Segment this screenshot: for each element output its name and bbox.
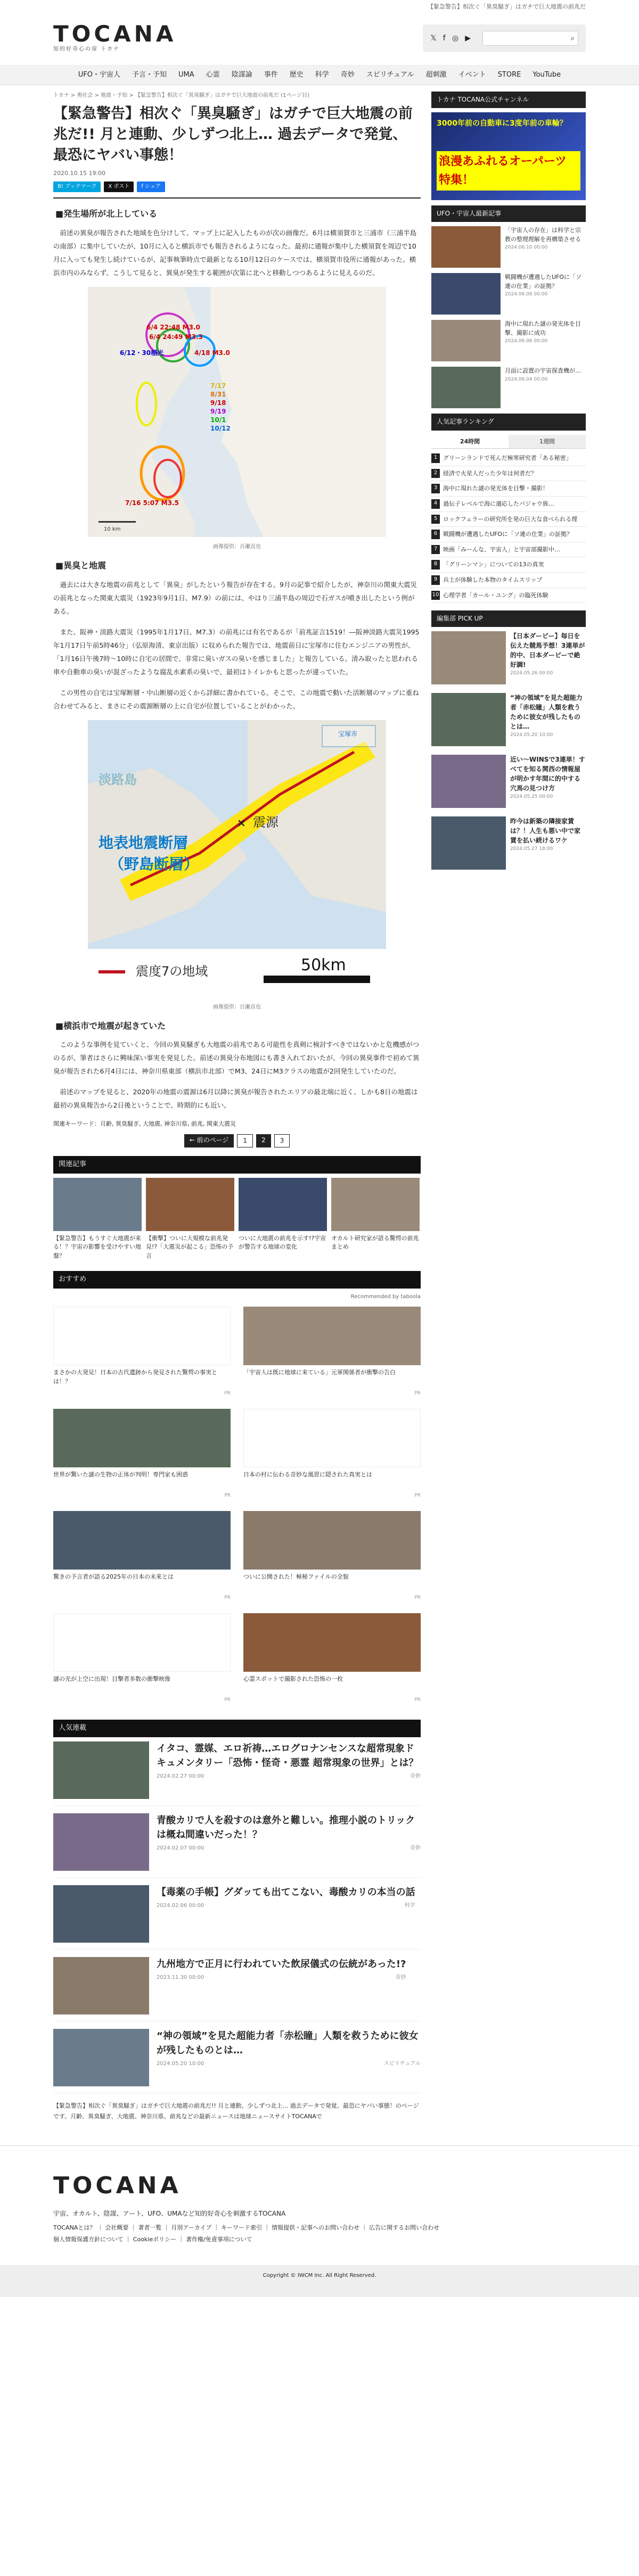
popular-item[interactable] <box>53 1741 421 1806</box>
recommend-grid <box>53 1307 421 1704</box>
nav-item[interactable]: スピリチュアル <box>366 70 414 79</box>
recommend-title: 日本の村に伝わる奇妙な風習に隠された真実とは <box>243 1471 372 1479</box>
nav-item[interactable]: 超刺激 <box>425 70 447 79</box>
article-title: 【緊急警告】相次ぐ「異臭騒ぎ」はガチで巨大地震の前兆だ!! 月と連動、少しずつ北上… 過去データで発覚、最恐にヤバい事態！ <box>53 105 413 164</box>
instagram-icon[interactable]: ◎ <box>452 34 459 43</box>
popular-category: 科学 <box>404 1903 415 1909</box>
site-header <box>53 12 586 65</box>
site-logo[interactable] <box>53 23 176 54</box>
related-item[interactable] <box>53 1178 142 1261</box>
ufo-date: 2024.06.08 00:00 <box>505 292 548 298</box>
popular-category: 奇妙 <box>395 1975 406 1981</box>
map-label: 4/18 M3.0 <box>194 349 230 357</box>
site-footer <box>0 2145 639 2298</box>
footer-logo[interactable]: TOCANA <box>53 2172 182 2199</box>
recommend-thumb <box>243 1613 421 1672</box>
related-thumb <box>53 1178 142 1231</box>
share-buttons <box>53 181 421 192</box>
related-list <box>53 1178 421 1261</box>
pickup-item[interactable] <box>431 816 586 870</box>
popular-meta <box>157 1772 421 1781</box>
odor-map-figure <box>88 287 386 541</box>
popular-thumb <box>53 1957 149 2014</box>
recommend-item[interactable] <box>243 1307 421 1397</box>
related-thumb <box>331 1178 420 1231</box>
legend-label: 震度7の地域 <box>136 964 208 979</box>
nav-item[interactable]: 歴史 <box>289 70 304 79</box>
ufo-thumb <box>431 226 501 268</box>
page-1-button[interactable]: 1 <box>237 1134 253 1147</box>
header-tools <box>423 24 586 52</box>
recommended-by: Recommended by taboola <box>350 1294 421 1300</box>
related-title: 【衝撃】ついに大規模な前兆発見!?「大震災が起こる」恐怖の予言 <box>146 1234 234 1259</box>
map-label: 6/4 22:48 M3.0 <box>146 323 200 331</box>
ranking-number: 2 <box>431 469 440 478</box>
map-label: 7/17 <box>210 382 226 390</box>
map-label: 6/4 24:49 M3.3 <box>149 333 203 341</box>
recommend-item[interactable] <box>53 1511 231 1601</box>
ufo-date: 2024.06.04 00:00 <box>505 376 548 382</box>
recommend-title: 世界が驚いた謎の生物の正体が判明！専門家も困惑 <box>53 1471 188 1479</box>
ranking-number: 6 <box>431 530 440 539</box>
copyright: Copyright © IWCM Inc. All Right Reserved. <box>0 2265 639 2297</box>
popular-heading: 人気連載 <box>53 1720 421 1737</box>
nav-item[interactable]: 奇妙 <box>340 70 355 79</box>
paragraph-6: 前述のマップを見ると、2020年の地震の震源は6月以降に異臭が報告されたエリアの最北端に近く、しかも8日の地震は最初の異臭報告から2日後ということで、時期的にも近い。 <box>53 1088 418 1110</box>
popular-category: 奇妙 <box>410 1845 421 1852</box>
section-heading-1: ■ 発生場所が北上している <box>53 207 421 221</box>
popular-item[interactable] <box>53 1957 421 2021</box>
ranking-title: 兵士が体験した本物のタイムスリップ <box>443 576 543 583</box>
ranking-item[interactable] <box>431 451 586 466</box>
pr-label: PR <box>414 1390 421 1396</box>
popular-meta <box>157 1902 415 1910</box>
pickup-title: “神の領域”を見た超能力者「赤松瞳」人類を救うために彼女が残したものとは… <box>510 694 583 731</box>
article-footnote: 【緊急警告】相次ぐ「異臭騒ぎ」はガチで巨大地震の前兆だ!! 月と連動、少しずつ北上… 過去データで発覚、最恐にヤバい事態！のページです。月齢、異臭騒ぎ、大地震、神奈川県、前兆などの最新ニュースは地球ニュースサイトTOCANAで <box>53 2102 419 2120</box>
pickup-thumb <box>431 631 506 684</box>
recommend-heading: おすすめ <box>53 1271 421 1289</box>
recommend-thumb <box>53 1409 231 1467</box>
nav-item[interactable]: STORE <box>497 70 521 79</box>
nav-item[interactable]: 陰謀論 <box>231 70 252 79</box>
pickup-thumb <box>431 755 506 808</box>
pickup-thumb <box>431 693 506 746</box>
popular-thumb <box>53 1885 149 1943</box>
pickup-date: 2024.05.26 00:00 <box>510 671 553 676</box>
related-title: 【緊急警告】もうすぐ大地震が来る！？宇宙の影響を受けやすい地盤？ <box>53 1234 141 1259</box>
channel-banner[interactable] <box>431 112 586 200</box>
ufo-news-item[interactable] <box>431 367 586 408</box>
map-label: 10/1 <box>210 416 226 424</box>
ranking-number: 10 <box>431 591 440 600</box>
pr-label: PR <box>414 1595 421 1600</box>
recommend-title: 驚きの予言者が語る2025年の日本の未来とは <box>53 1573 174 1581</box>
pr-label: PR <box>224 1390 231 1396</box>
search-icon[interactable]: ⌕ <box>570 35 575 43</box>
map-label: 8/31 <box>210 390 226 398</box>
recommend-item[interactable] <box>53 1307 231 1397</box>
banner-text: 3000年前の自動車に3度年前の車輪？ <box>437 119 567 128</box>
popular-list <box>53 1741 421 2093</box>
map-label: 9/18 <box>210 399 226 407</box>
popular-title: 九州地方で正月に行われていた飲尿儀式の伝統があった!? <box>157 1959 406 1970</box>
pickup-title: 近い〜WINSで3連単！すべてを知る関西の情報屋が明かす年間に的中する穴馬の見つけ方 <box>510 756 585 792</box>
epicenter-mark: × <box>237 816 246 829</box>
channel-heading: トカナ TOCANA公式チャンネル <box>431 92 586 108</box>
ranking-title: 「グリーンマン」についての13の真実 <box>443 561 544 568</box>
logo-tagline: 知的好奇心の扉 トカナ <box>53 46 120 52</box>
ranking-item[interactable] <box>431 573 586 588</box>
recommend-thumb <box>53 1511 231 1570</box>
related-item[interactable] <box>331 1178 420 1261</box>
pagination <box>53 1134 421 1147</box>
popular-title: “神の領域”を見た超能力者「赤松瞳」人類を救うために彼女が残したものとは… <box>157 2030 419 2057</box>
paragraph-1: 前述の異臭が報告された地域を色分けして、マップ上に記入したものが次の画像だ。6月は横須賀市と三浦市（三浦半島の南部）に集中していたが、10月に入ると横浜市でも報告されるようになった。最初に通報が集中した横須賀を周辺で10月に入っても発生し続けているが、記事執筆時点で最新となる10月12日のケースでは、横須賀市役所に通報があった。横浜市内のみならず、こうして見ると、異臭が発生する範囲が次第に北へと移動しつつあるように見えるのだ。 <box>53 228 417 277</box>
pickup-date: 2024.05.27 18:00 <box>510 846 553 852</box>
footer-links-2[interactable]: 個人情報保護方針について ｜ Cookieポリシー ｜ 著作権/免責事項について <box>53 2235 252 2243</box>
odor-map <box>88 287 386 537</box>
pickup-date: 2024.05.25 00:00 <box>510 794 553 800</box>
nav-item[interactable]: 科学 <box>315 70 329 79</box>
pickup-thumb <box>431 816 506 870</box>
fault-map <box>88 720 386 997</box>
ranking-number: 1 <box>431 453 440 463</box>
related-item[interactable] <box>239 1178 327 1261</box>
popular-meta <box>157 1844 421 1853</box>
pickup-title: 【日本ダービー】毎日を伝えた競馬予想！3連単が的中、日本ダービーで絶好調! <box>510 632 585 669</box>
related-thumb <box>146 1178 234 1231</box>
popular-meta <box>157 1974 406 1982</box>
recommend-thumb <box>243 1409 421 1467</box>
tab-24h[interactable]: 24時間 <box>431 435 509 449</box>
epicenter-label: 震源 <box>253 815 278 830</box>
pickup-item[interactable] <box>431 755 586 808</box>
youtube-icon[interactable]: ▶ <box>465 34 471 43</box>
paragraph-4: この男性の自宅は宝塚断層・中山断層の近くから詳細に書かれている。そこで、この地震で動いた活断層のマップに重ね合わせてみると、まさにその震源断層の上に自宅が位置していることがわかった。 <box>53 689 419 710</box>
tab-week[interactable]: 1週間 <box>509 435 586 449</box>
ranking-item[interactable] <box>431 481 586 497</box>
paragraph-5: このような事例を見ていくと、今回の異臭騒ぎも大地震の前兆である可能性を真剣に検討すべきではないかと危機感がつのるが、筆者はさらに興味深い事実を発見した。前述の異臭分布地図にも書き入れておいたが、今回の異臭事件で初めて異臭が報告された6月4日には、神奈川県東部（横浜市北部）でM3、24日にM3クラスの地震が2回発生していたのだ。 <box>53 1041 420 1076</box>
recommend-item[interactable] <box>243 1511 421 1601</box>
logo-word: TOCANA <box>53 21 177 47</box>
nav-item[interactable]: 事件 <box>264 70 278 79</box>
ranking-number: 5 <box>431 515 440 524</box>
pr-label: PR <box>224 1492 231 1498</box>
ranking-title: 戦闘機が遭遇したUFOに「ソ連の仕業」の証拠？ <box>443 531 573 538</box>
hatena-bookmark-button[interactable]: B! ブックマーク <box>53 181 101 192</box>
pr-label: PR <box>414 1492 421 1498</box>
ranking-title: 過伝子レベルで海に適応したバジャウ族… <box>443 500 554 507</box>
map-label: 9/19 <box>210 407 226 415</box>
fault-map-figure <box>88 720 386 1001</box>
nav-item[interactable]: UMA <box>178 70 194 79</box>
map-scale: 10 km <box>104 526 121 532</box>
search-input[interactable] <box>483 31 563 45</box>
related-keywords: 関連キーワード：月齢, 異臭騒ぎ, 大地震, 神奈川県, 前兆, 関東大震災 <box>53 1120 236 1128</box>
footer-tagline: 宇宙、オカルト、陰謀、アート、UFO、UMAなど知的好奇心を刺激するTOCANA <box>53 2210 286 2218</box>
pr-label: PR <box>224 1697 231 1703</box>
nav-item[interactable]: YouTube <box>532 70 561 79</box>
facebook-share-button[interactable]: f シェア <box>137 181 165 192</box>
breadcrumb: トカナ > 奥社会 > 地震・予知 > 【緊急警告】相次ぐ「異臭騒ぎ」はガチで巨大地震の前兆だ (1ページ目) <box>53 93 310 98</box>
ranking-item[interactable] <box>431 512 586 527</box>
pickup-title: 昨今は新築の隣接家賃は？！人生も悪い中で家賃を払い続けるワケ <box>510 818 581 845</box>
ranking-number: 7 <box>431 545 440 555</box>
recommend-title: 心霊スポットで撮影された恐怖の一枚 <box>243 1675 343 1683</box>
ranking-number: 4 <box>431 499 440 509</box>
ranking-number: 9 <box>431 575 440 585</box>
recommend-title: 謎の光が上空に出現！目撃者多数の衝撃映像 <box>53 1675 170 1683</box>
map-label: 10/12 <box>210 424 231 432</box>
pickup-item[interactable] <box>431 693 586 746</box>
ufo-thumb <box>431 320 501 361</box>
pickup-item[interactable] <box>431 631 586 684</box>
pickup-heading: 編集部 PICK UP <box>431 610 586 627</box>
ranking-item[interactable] <box>431 557 586 573</box>
recommend-thumb <box>53 1307 231 1365</box>
global-nav <box>0 65 639 85</box>
ranking-title: ロックフェラーの研究所を発の巨大な食べられる理 <box>443 515 578 523</box>
ufo-heading: UFO・宇宙人最新記事 <box>431 205 586 222</box>
popular-date: 2024.02.06 00:00 <box>157 1903 204 1909</box>
ranking-title: グリーンランドで死んだ極寒研究者「ある秘密」 <box>443 455 572 462</box>
popular-date: 2023.11.30 00:00 <box>157 1975 204 1981</box>
ranking-number: 3 <box>431 484 440 493</box>
nav-item[interactable]: 心霊 <box>206 70 220 79</box>
ufo-news-item[interactable] <box>431 226 586 268</box>
recommend-title: まさかの大発見！日本の古代遺跡から発見された驚愕の事実とは！？ <box>53 1369 217 1385</box>
ranking-tabs <box>431 435 586 449</box>
ufo-news-item[interactable] <box>431 320 586 361</box>
section-heading-2: ■ 異臭と地震 <box>53 559 421 573</box>
related-title: オカルト研究家が語る驚愕の前兆まとめ <box>331 1234 419 1251</box>
paragraph-3: また、阪神・淡路大震災（1995年1月17日、M7.3）の前兆には有名であるが「前兆証言1519！―阪神淡路大震災1995年1月17日午前5時46分」（弘原海清、東京出版）に収められた報告では、地震前日に宝塚市に住むエンジニアの男性が、「1月16日午後7時〜10時に自宅の居間で、非常に臭いガスの臭いを感じました」と報告している。清み取ったと思われる車や自動車の臭いが混ざったような腐乱水素系の臭いで、最初はトイレかもと思ったが違っていた。 <box>53 628 420 676</box>
top-breadcrumb-line: 【緊急警告】相次ぐ「異臭騒ぎ」はガチで巨大地震の前兆だ <box>428 3 586 10</box>
popular-item[interactable] <box>53 2029 421 2093</box>
nav-item[interactable]: UFO・宇宙人 <box>78 70 121 79</box>
ranking-title: 海中に現れた謎の発光体を目撃・撮影！ <box>443 485 548 492</box>
ranking-heading: 人気記事ランキング <box>431 414 586 430</box>
x-post-button[interactable]: X ポスト <box>104 181 134 192</box>
pickup-date: 2024.05.20 10:00 <box>510 732 553 738</box>
popular-thumb <box>53 1741 149 1799</box>
ufo-thumb <box>431 273 501 315</box>
ranking-title: 心理学者「カール・ユング」の臨死体験 <box>443 591 548 599</box>
recommend-item[interactable] <box>243 1613 421 1704</box>
section-heading-3: ■ 横浜市で地震が起きていた <box>53 1019 421 1033</box>
popular-title: イタコ、霊媒、エロ祈祷…エログロナンセンスな超常現象ドキュメンタリー「恐怖・怪奇・悪霊 超常現象の世界」とは？ <box>157 1743 419 1769</box>
popular-item[interactable] <box>53 1813 421 1878</box>
popular-date: 2024.05.20 10:00 <box>157 2061 204 2067</box>
article-date: 2020.10.15 19:00 <box>53 170 106 177</box>
pr-label: PR <box>224 1595 231 1600</box>
map-label: 7/16 5:07 M3.5 <box>125 499 179 507</box>
recommend-thumb <box>53 1613 231 1672</box>
ranking-item[interactable] <box>431 527 586 542</box>
recommend-title: ついに公開された！極秘ファイルの全貌 <box>243 1573 349 1581</box>
ranking-title: 映画「みーんな、宇宙人」と宇宙部撮影中… <box>443 546 560 553</box>
map-label: 6/12・30稲光 <box>120 349 164 357</box>
image-caption: 画像提供：百瀬直也 <box>213 1004 261 1010</box>
related-item[interactable] <box>146 1178 234 1261</box>
recommend-thumb <box>243 1511 421 1570</box>
footer-links[interactable]: TOCANAとは？ ｜ 会社概要 ｜ 著者一覧 ｜ 月別アーカイブ ｜ キーワード索引 ｜ 情報提供・記事へのお問い合わせ ｜ 広告に関するお問い合わせ <box>53 2224 440 2232</box>
article-main <box>53 92 421 2129</box>
search-box <box>482 31 578 46</box>
facebook-icon[interactable]: f <box>443 34 446 43</box>
popular-title: 【毒薬の手帳】グダッても出てこない、毒酸カリの本当の話 <box>157 1887 415 1898</box>
ranking-title: 経済で火星人だった少年は何者だ？ <box>443 469 537 477</box>
popular-category: 奇妙 <box>410 1773 421 1780</box>
sea-label: 淡路島 <box>99 772 137 787</box>
popular-thumb <box>53 1813 149 1871</box>
recommend-title: 「宇宙人は既に地球に来ている」元軍関係者が衝撃の告白 <box>243 1369 396 1376</box>
popular-date: 2024.02.27 00:00 <box>157 1773 204 1780</box>
image-caption: 画像提供：百瀬直也 <box>213 544 261 550</box>
sidebar <box>431 92 586 2129</box>
recommend-item[interactable] <box>53 1409 231 1499</box>
banner-headline: 浪漫あふれるオーパーツ特集！ <box>437 151 580 191</box>
popular-category: スピリチュアル <box>383 2061 421 2067</box>
popular-item[interactable] <box>53 1885 421 1950</box>
ranking-item[interactable] <box>431 466 586 482</box>
ufo-title: 海中に現れた謎の発光体を目撃、撮影に成功 <box>505 320 581 336</box>
ranking-item[interactable] <box>431 497 586 512</box>
fault-label: 地表地震断層 <box>99 834 189 852</box>
x-icon[interactable]: 𝕏 <box>430 34 437 43</box>
fault-label-2: （野島断層） <box>109 855 199 873</box>
recommend-thumb <box>243 1307 421 1365</box>
ufo-title: 戦闘機が遭遇したUFOに「ソ連の仕業」の証拠？ <box>505 274 582 290</box>
ufo-date: 2024.06.06 00:00 <box>505 338 548 344</box>
recommend-item[interactable] <box>53 1613 231 1704</box>
paragraph-2: 過去には大きな地震の前兆として「異臭」がしたという報告が存在する。9月の記事で紹介したが、神奈川の関東大震災の前兆となった関東大震災（1923年9月1日、M7.9）の前には、やはり三浦半島の周辺で石ガスが噴き出したという例がある。 <box>53 581 417 615</box>
popular-title: 青酸カリで人を殺すのは意外と難しい。推理小説のトリックは概ね間違いだった！？ <box>157 1815 415 1841</box>
nav-item[interactable]: 予言・予知 <box>132 70 167 79</box>
related-title: ついに大地震の前兆を示す!?宇宙が警告する地球の変化 <box>239 1234 326 1251</box>
ufo-thumb <box>431 367 501 408</box>
ufo-title: 「宇宙人の存在」は科学と宗教の整理理解を再構築させる <box>505 227 581 243</box>
map-scale: 50km <box>301 956 346 975</box>
ranking-number: 8 <box>431 560 440 569</box>
pr-label: PR <box>414 1697 421 1703</box>
related-heading: 関連記事 <box>53 1156 421 1174</box>
page-3-button[interactable]: 3 <box>274 1134 290 1147</box>
ufo-date: 2024.06.10 00:00 <box>505 245 548 251</box>
ranking-item[interactable] <box>431 588 586 604</box>
popular-thumb <box>53 2029 149 2086</box>
related-thumb <box>239 1178 327 1231</box>
popular-meta <box>157 2060 421 2068</box>
city-label: 宝塚市 <box>338 730 358 738</box>
popular-date: 2024.02.07 00:00 <box>157 1845 204 1852</box>
ranking-item[interactable] <box>431 542 586 558</box>
recommend-item[interactable] <box>243 1409 421 1499</box>
nav-item[interactable]: イベント <box>458 70 486 79</box>
ufo-news-item[interactable] <box>431 273 586 315</box>
ufo-title: 月面に設置の宇宙探査機が… <box>505 367 581 375</box>
prev-page-button[interactable]: ← 前のページ <box>184 1134 234 1147</box>
page-2-button[interactable]: 2 <box>256 1134 271 1147</box>
